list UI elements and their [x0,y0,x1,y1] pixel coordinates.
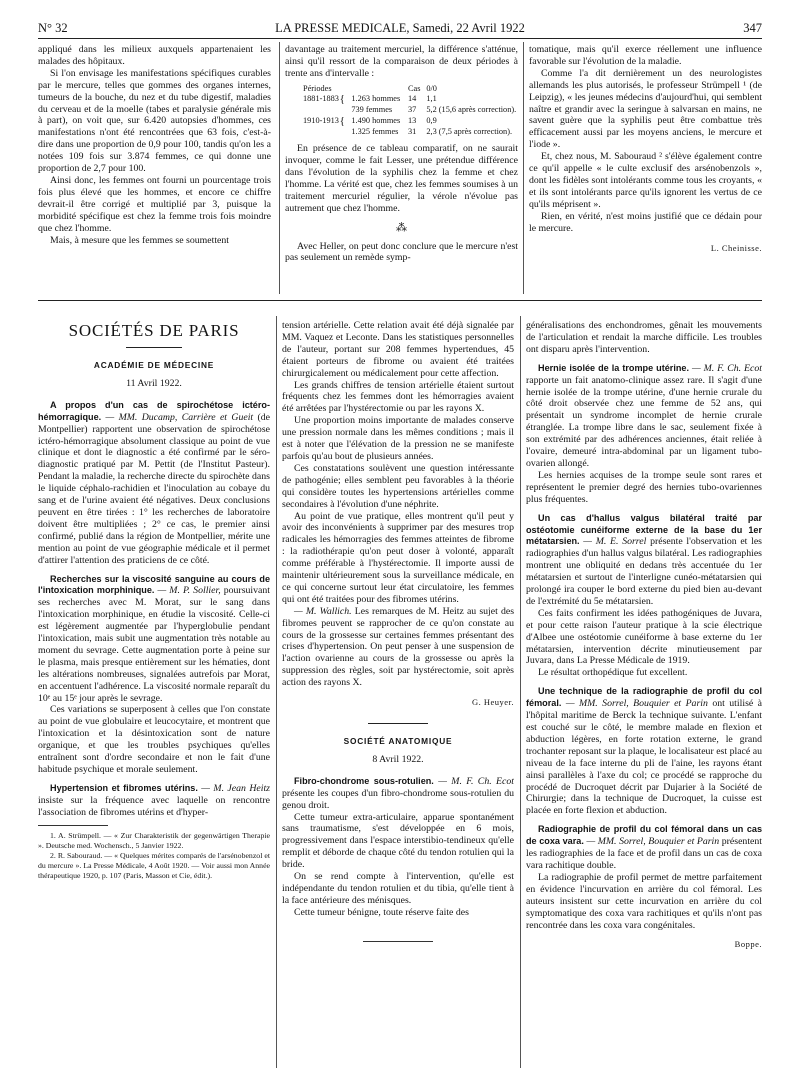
table-row: 1910-1913 { 1.490 hommes 13 0,9 [303,116,518,127]
article [38,400,270,567]
table-header-cell: 0/0 [426,83,437,93]
article-title: Radiographie de profil du col fémoral dans un cas de coxa vara. [526,824,762,847]
heading-rule [126,347,182,348]
author-signature: Boppe. [734,939,762,950]
paragraph: Les grands chiffres de tension artérielle étaient surtout fréquents chez les femmes dont les hémorragies avaient été arrêtées par l'hystérectomie ou par les rayons X. [282,379,514,415]
article-authors: — M. F. Ch. Ecot [691,362,762,374]
article-text: présentent les radiographies de la face et de profil dans un cas de coxa vara rachitique double. [526,836,762,871]
page-number-left: N° 32 [38,21,68,35]
paragraph: Les hernies acquises de la trompe seule sont rares et représentent le premier degré des hernies tubo-ovariennes plus fréquentes. [526,469,762,505]
society-title: SOCIÉTÉ ANATOMIQUE [343,736,453,746]
table-cell: 2,3 (7,5 après correction). [426,126,513,136]
table-cell: 1910-1913 [303,115,339,125]
table-cell: 1881-1883 [303,94,339,104]
article-title: Un cas d'hallus valgus bilatéral traité par ostéotomie cunéiforme externe de la base du 1er métatarsien. [526,512,762,547]
table-header-cell: Cas [408,83,421,93]
paragraph: Avec Heller, on peut donc conclure que le mercure n'est pas seulement un remède symp- [285,240,518,264]
article-authors: — M. Wallich. [294,605,352,617]
article-title: Recherches sur la viscosité sanguine au cours de l'intoxication morphinique. [38,573,270,596]
section-rule [38,300,762,301]
author-signature: L. Cheinisse. [710,242,762,253]
table-cell: 1.263 hommes [351,94,401,104]
paragraph: Cette tumeur extra-articulaire, apparue spontanément sans traumatisme, s'est développée en 6 mois, progressivement dans l'espace interstibio-tendineux qu'elle remplit et déborde de chaque côté du tendon rotulien qui la bride. [282,811,514,871]
paragraph: appliqué dans les milieux auxquels appartenaient les malades des hôpitaux. [38,44,271,67]
page-number-right: 347 [743,21,762,35]
article-authors: — M. P. Sollier, [157,585,221,597]
article-text: (de Montpellier) rapportent une observation de spirochétose ictéro-hémorragique absolument classique au point de vue clinique et dont le diagnostic a été confirmé par le séro-diagnostic pratiqué par M. Pettit (de l'Institut Pasteur). Pendant la maladie, la recherche directe du spirochète dans le liquide céphalo-rachidien et l'inoculation au cobaye du sang et de l'urine avaient été négatives. Deux conclusions peuvent en être tirées : 1° les recherches de laboratoire doivent être multipliées ; 2° ce cas, le premier ainsi confirmé, publié dans la région de Montpellier, mérite une mention au point de vue géographie médicale et il permet d'attirer l'attention des praticiens de ce côté. [38,411,270,566]
table-row: 1881-1883 { 1.263 hommes 14 1,1 [303,94,518,105]
paragraph: Mais, à mesure que les femmes se soumettent [50,234,230,246]
table-cell: 14 [408,94,417,104]
column-rule [276,316,277,1068]
section-heading: SOCIÉTÉS DE PARIS [68,321,240,340]
table-cell: 5,2 (15,6 après correction). [426,105,517,115]
paragraph: En présence de ce tableau comparatif, on ne saurait invoquer, comme le fait Lesser, une prétendue différence dans l'évolution de la syphilis chez la femme et chez l'homme. La vérité est que, chez les femmes soumises à un traitement mercuriel régulier, la vérole n'évolue pas autrement que chez l'homme. [285,143,518,214]
end-rule [363,941,433,942]
article-text: poursuivant ses recherches avec M. Morat, sur le sang dans l'intoxication morphinique, en étudie la viscosité. Celle-ci est légèrement augmentée par l'hyperglobulie pendant l'intoxication, mais subit une augmentation très notable au moment du sevrage. Cette augmentation porte à peine sur le plasma, mais presque entièrement sur les hématies, dont les altérations nombreuses, signalées autrefois par Morat, en accentuent l'adhérence. La viscosité normale reparaît du 10ᵉ au 15ᵉ jour après le sevrage. [38,585,270,704]
paragraph: Comme l'a dit dernièrement un des neurologistes allemands les plus autorisés, le professeur Strümpell ¹ (de Leipzig), « les jeunes médecins d'aujourd'hui, qui semblent naître et grandir avec la seringue à salvarsan en mains, ne savent guère que la syphilis peut être combattue très efficacement aussi par les moyens anciens, le mercure et l'iode ». [529,67,762,151]
article [526,824,762,872]
top-column-1 [38,44,271,292]
paragraph: Cette tumeur bénigne, toute réserve faite des [294,906,469,918]
paragraph: tension artérielle. Cette relation avait été déjà signalée par MM. Vaquez et Leconte. Dans les statistiques personnelles de l'auteur, portant sur 208 femmes hypertendues, 45 étaient porteurs de fibrome ou avaient été traitées chirurgicalement ou médicalement pour cette affection. [282,320,514,379]
paragraph: tomatique, mais qu'il exerce réellement une influence favorable sur l'évolution de la maladie. [529,44,762,67]
society-title: ACADÉMIE DE MÉDECINE [93,360,215,370]
article [526,513,762,608]
header-rule [38,38,762,39]
paragraph: davantage au traitement mercuriel, la différence s'atténue, ainsi qu'il ressort de la comparaison de deux périodes à trente ans d'intervalle : [285,44,518,79]
running-header [38,20,762,36]
top-column-3 [529,44,762,292]
article-text: Les remarques de M. Heitz au sujet des fibromes peuvent se rapprocher de ce qu'on constate au cours de la grossesse sur certaines femmes présentant des crises d'hypertension. On peut penser à une suspension de l'action ovarienne au cours de la grossesse ou après la suppression des règles, soit par hystérectomie, soit après action des rayons X. [282,605,514,689]
article-authors: — M. Jean Heitz [201,782,270,794]
table-cell: 13 [408,115,417,125]
paragraph: Ces constatations soulèvent une question intéressante de pathogénie; elles semblent peu favorables à la théorie qui considère toutes les hypertensions artérielles comme secondaires à l'évolution d'une néphrite. [282,462,514,510]
article-title: Fibro-chondrome sous-rotulien. [294,775,434,786]
session-date: 8 Avril 1922. [372,753,424,765]
footnote: 2. R. Sabouraud. — « Quelques mérites comparés de l'arsénobenzol et du mercure ». La Presse Médicale, 4 Août 1920. — Voir aussi mon Année thérapeutique 1920, p. 107 (Paris, Masson et Cie, édit.). [38,850,270,880]
article [38,783,270,819]
article-authors: — M. F. Ch. Ecot [438,775,514,787]
paragraph: Ainsi donc, les femmes ont fourni un pourcentage trois fois plus élevé que les hommes, et encore ce chiffre devrait-il être corrigé et multiplié par 3, puisque la morbidité spécifique est chez la femme trois fois moindre que chez l'homme. [38,174,271,234]
bottom-column-3 [526,320,762,1065]
article-authors: — MM. Sorrel, Bouquier et Parin [565,698,708,710]
article-text: présente les coupes d'un fibro-chondrome sous-rotulien du genou droit. [282,787,514,811]
footnote-rule [38,825,108,826]
divider [368,723,428,724]
table-cell: 37 [408,105,417,115]
asterism: ⁂ [396,221,407,234]
table-row [303,105,518,116]
paragraph: Ces variations se superposent à celles que l'on constate au point de vue globulaire et leucocytaire, et montrent que l'intoxication et la désintoxication sont de nature organique, et que les troubles psychiques qu'elles entraînent sont d'ordre secondaire et non le fait d'une habitude psychique et morale seulement. [38,704,270,775]
table-header-cell: Périodes [303,83,332,93]
paragraph: On se rend compte à l'intervention, qu'elle est indépendante du tendon rotulien et du tibia, qu'elle tient à la face antérieure des ménisques. [282,871,514,906]
article-text: insiste sur la fréquence avec laquelle on rencontre l'association de fibromes utérins et d'hyper- [38,794,270,818]
author-signature: G. Heuyer. [471,697,514,708]
paragraph: Rien, en vérité, n'est moins justifié que ce dédain pour le mercure. [529,210,762,234]
paragraph: Au point de vue pratique, elles montrent qu'il peut y avoir des inconvénients à supprimer par des mesures trop radicales les hémorragies des femmes atteintes de fibrome : la radiothérapie qu'on peut doser à volonté, apparaît comme préférable à l'hystérectomie. Il importe aussi de maintenir ultérieurement sous la surveillance médicale, en ce qui concerne surtout leur état circulatoire, les femmes qui ont été traitées pour des fibromes utérins. [282,510,514,605]
column-rule [279,42,280,294]
paragraph: Et, chez nous, M. Sabouraud ² s'élève également contre ce qu'il appelle « le culte exclusif des arsénobenzols », dont les fidèles sont intolérants comme tous les croyants, « et ils sont intolérants parce qu'ils ignorent les vertus de ce qu'ils méprisent ». [529,151,762,210]
table-cell: 1.325 femmes [351,126,399,136]
table-cell: 739 femmes [351,105,393,115]
article [526,363,762,470]
table-cell: 31 [408,126,417,136]
journal-title: LA PRESSE MEDICALE, Samedi, 22 Avril 1922 [275,21,525,35]
article-authors: — M. E. Sorrel [583,536,647,548]
footnote: 1. A. Strümpell. — « Zur Charakteristik der gegenwärtigen Therapie ». Deutsche med. Wochensch., 5 Janvier 1922. [38,830,270,850]
article-title: A propos d'un cas de spirochétose ictéro-hémorragique. [38,399,270,422]
article-title: Une technique de la radiographie de profil du col fémoral. [526,686,762,709]
bottom-column-1 [38,320,270,1065]
table-cell: 0,9 [426,115,437,125]
table-cell: 1,1 [426,94,437,104]
paragraph: Le résultat orthopédique fut excellent. [538,667,688,679]
article-authors: — MM. Ducamp, Carrière et Gueit [105,411,254,423]
table-header [303,84,518,95]
paragraph: Une proportion moins importante de malades conserve une pression normale dans les mêmes conditions ; mais il est à noter que l'élévation de la pression ne se manifeste parfois qu'au bout de plusieurs années. [282,415,514,462]
table-row [303,127,518,138]
article-text: rapporte un fait anatomo-clinique assez rare. Il s'agit d'une hernie isolée de la trompe utérine, d'une hernie crurale du côté droit observée chez une femme de 52 ans, qui présentait un syndrome incomplet de hernie crurale étranglée. La trompe libre dans le sac, seulement fixée à son extrémité par des adhérences anciennes, était reliée à l'ovaire, demeuré intra-abdominal par un ligament tubo-ovarien allongé. [526,374,762,469]
session-date: 11 Avril 1922. [126,377,182,389]
table-cell: 1.490 hommes [351,115,401,125]
bottom-column-2 [282,320,514,1065]
column-rule [520,316,521,1068]
comparison-table [303,84,518,138]
article-authors: — MM. Sorrel, Bouquier et Parin [586,836,720,848]
article-title: Hypertension et fibromes utérins. [50,782,198,793]
article [526,686,762,817]
paragraph: Si l'on envisage les manifestations spécifiques curables par le mercure, telles que gommes des organes internes, tumeurs de la bouche, du nez et du tube digestif, maladies du cerveau et de la moelle (tabes et paralysie générale mis à part), on voit que, sur 6.420 autopsies d'hommes, ces manifestations n'ont été rencontrées que 63 fois, c'est-à-dire dans une proportion de 0,9 pour 100, tandis qu'on les a notées 109 fois sur 3.874 femmes, ce qui donne une proportion de 2,7 pour 100. [38,67,271,175]
column-rule [523,42,524,294]
paragraph: Ces faits confirment les idées pathogéniques de Juvara, et pour cette raison l'auteur pratique à la scie électrique d'Albee une ostéotomie cunéiforme à base externe du 1er métatarsien, intervention décrite minutieusement par Juvara, dans La Presse Médicale de 1919. [526,607,762,667]
article-text: ont utilisé à l'hôpital maritime de Berck la technique suivante. L'enfant est couché sur le côté, le membre malade en flexion et abduction légères, en forte rotation externe, le grand trochanter reposant sur la plaque, le localisateur est placé au niveau de la face interne du pli de l'aine, les rayons étant ainsi parallèles à l'axe du col; ce procédé se rapproche du procédé de Ducroquet décrit par Dujarier à la Société de Chirurgie; dans la technique de Ducroquet, la cuisse est placée en forte flexion et abduction. [526,698,762,817]
paragraph: La radiographie de profil permet de mettre parfaitement en évidence l'incurvation en arrière du col fémoral. Les auteurs insistent sur cette incurvation en arrière du col symptomatique des coxa vara rachitiques et qu'ils n'ont pas rencontrée dans les coxa vara congénitales. [526,871,762,931]
article [38,574,270,705]
article-title: Hernie isolée de la trompe utérine. [538,362,689,373]
paragraph [282,606,514,689]
paragraph: généralisations des enchondromes, gênait les mouvements de l'articulation et rendait la marche difficile. Les troubles ont disparu après l'intervention. [526,320,762,355]
article-text: présente l'observation et les radiographies d'un hallus valgus bilatéral. Les radiographies montrent une obliquité en dedans très accentuée du 1er métatarsien et surtout de l'interligne cunéo-métatarsien qui prolongé ira couper le bord externe du pied bien au-devant de l'extrémité du 5e métatarsien. [526,536,762,607]
article [282,776,514,812]
top-column-2 [285,44,518,292]
